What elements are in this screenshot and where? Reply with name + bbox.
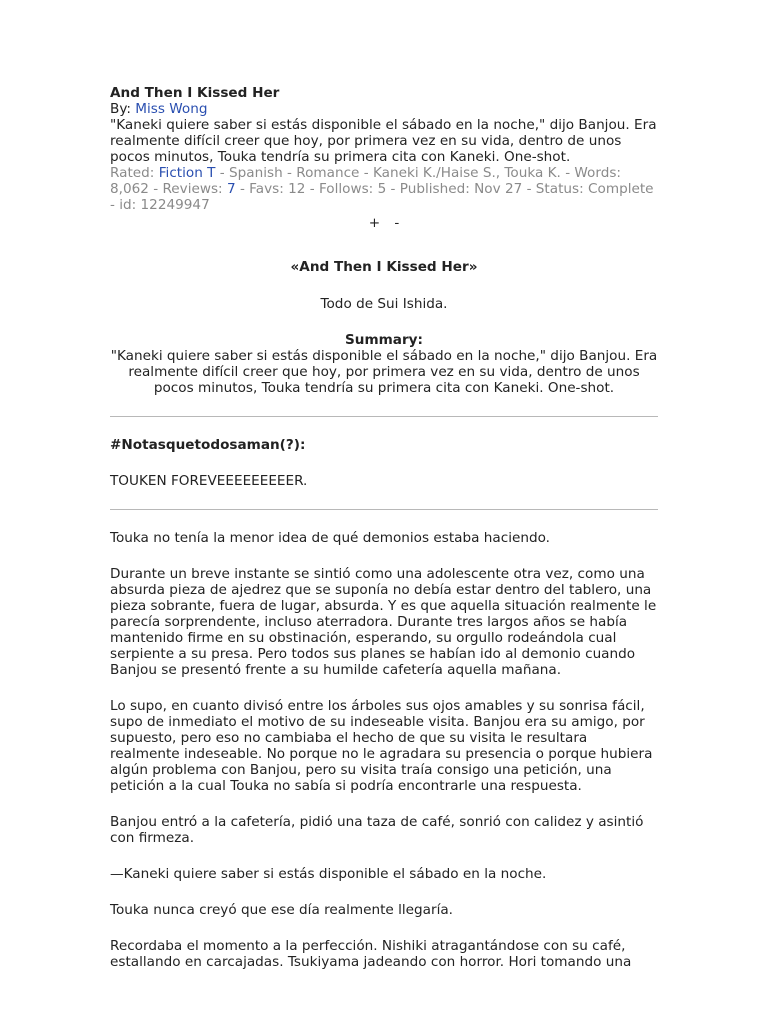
fic-title: And Then I Kissed Her xyxy=(110,85,280,101)
notes-text: TOUKEN FOREVEEEEEEEEER. xyxy=(110,473,308,489)
rating-link[interactable]: Fiction T xyxy=(158,165,216,181)
author-link[interactable]: Miss Wong xyxy=(135,101,208,117)
story-paragraph: Touka no tenía la menor idea de qué demonios estaba haciendo. xyxy=(110,530,550,546)
meta-text-a: - Spanish - Romance - Kaneki K./Haise S., Touka K. - Words: 8,062 - Reviews: xyxy=(110,165,622,197)
meta-text-b: - Favs: 12 - Follows: 5 - Published: Nov 27 - Status: Complete - id: 12249947 xyxy=(110,181,654,213)
story-summary: "Kaneki quiere saber si estás disponible el sábado en la noche," dijo Banjou. Era realmente difícil creer que hoy, por primera vez en su vida, dentro de unos pocos minutos, Touka tendría su primera cita con Kaneki. One-shot. xyxy=(110,348,658,396)
story-paragraph: Durante un breve instante se sintió como una adolescente otra vez, como una absurda pieza de ajedrez que se suponía no debía estar dentro del tablero, una pieza sobrante, fuera de lugar, absurda. Y es que aquella situación realmente le parecía sorprendente, incluso aterradora. Durante tres largos años se había mantenido firme en su obstinación, esperando, su orgullo rodeándola cual serpiente a su presa. Pero todos sus planes se habían ido al demonio cuando Banjou se presentó frente a su humilde cafetería aquella mañana. xyxy=(110,566,657,678)
fic-meta xyxy=(110,165,658,213)
reviews-link[interactable]: 7 xyxy=(226,181,236,197)
byline xyxy=(110,101,658,117)
story-paragraph: Recordaba el momento a la perfección. Nishiki atragantándose con su café, estallando en carcajadas. Tsukiyama jadeando con horror. Hori tomando una xyxy=(110,938,632,970)
story-title: «And Then I Kissed Her» xyxy=(290,259,478,275)
story-paragraph: Touka nunca creyó que ese día realmente llegaría. xyxy=(110,902,453,918)
text-size-controls xyxy=(110,215,658,231)
font-decrease-button[interactable]: - xyxy=(394,215,400,231)
divider xyxy=(110,509,658,510)
divider xyxy=(110,416,658,417)
notes-heading: #Notasquetodosaman(?): xyxy=(110,437,306,453)
rated-label: Rated: xyxy=(110,165,155,181)
summary-heading: Summary: xyxy=(345,332,423,348)
story-paragraph: Banjou entró a la cafetería, pidió una taza de café, sonrió con calidez y asintió con firmeza. xyxy=(110,814,644,846)
story-paragraph: Lo supo, en cuanto divisó entre los árboles sus ojos amables y su sonrisa fácil, supo de inmediato el motivo de su indeseable visita. Banjou era su amigo, por supuesto, pero eso no cambiaba el hecho de que su visita le resultara realmente indeseable. No porque no le agradara su presencia o porque hubiera algún problema con Banjou, pero su visita traía consigo una petición, una petición a la cual Touka no sabía si podría encontrarle una respuesta. xyxy=(110,698,653,794)
fic-summary: "Kaneki quiere saber si estás disponible el sábado en la noche," dijo Banjou. Era realmente difícil creer que hoy, por primera vez en su vida, dentro de unos pocos minutos, Touka tendría su primera cita con Kaneki. One-shot. xyxy=(110,117,657,165)
by-label: By: xyxy=(110,101,131,117)
story-paragraph: —Kaneki quiere saber si estás disponible el sábado en la noche. xyxy=(110,866,547,882)
story-page xyxy=(110,85,658,970)
disclaimer: Todo de Sui Ishida. xyxy=(320,296,448,312)
font-increase-button[interactable]: + xyxy=(368,215,381,231)
